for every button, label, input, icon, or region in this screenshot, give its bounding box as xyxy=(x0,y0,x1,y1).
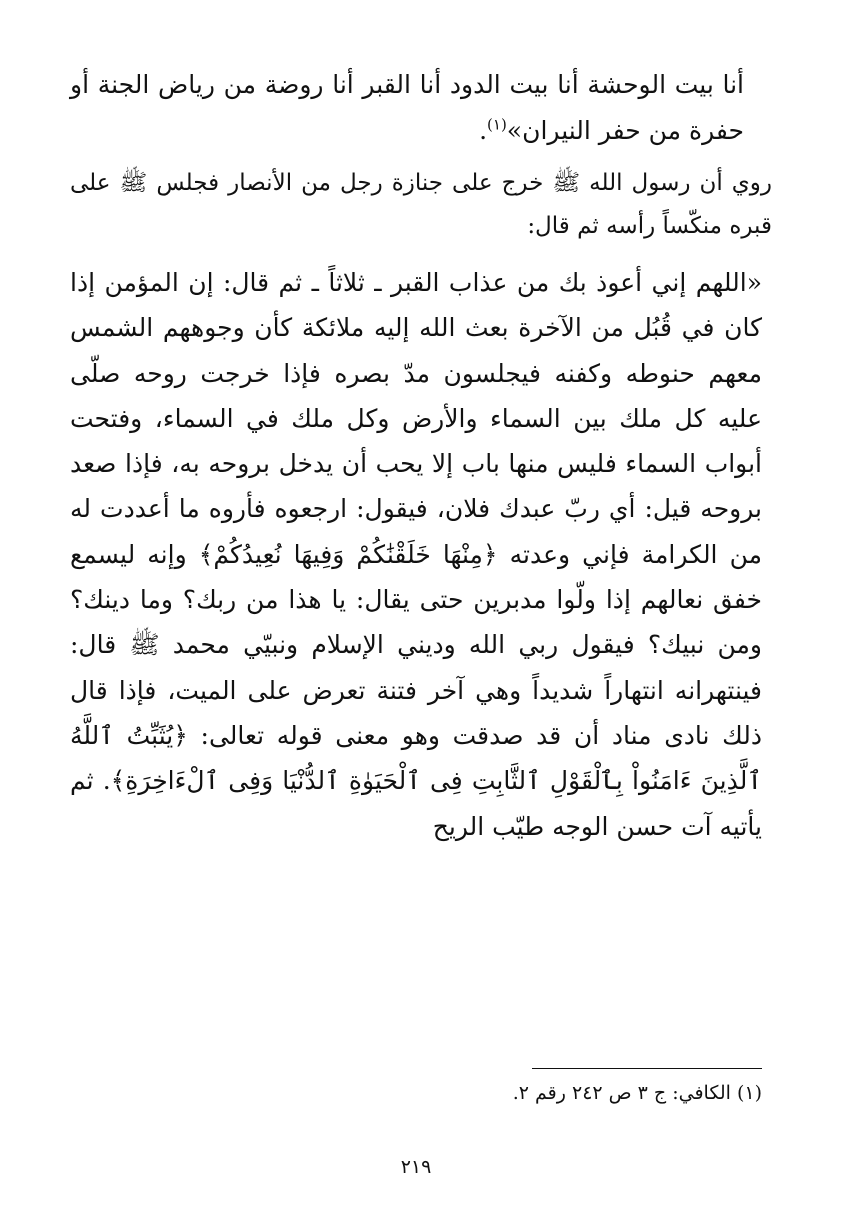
narration-intro: روي أن رسول الله ﷺ خرج على جنازة رجل من الأنصار فجلس ﷺ على قبره منكّساً رأسه ثم قال: xyxy=(70,170,772,239)
book-page xyxy=(70,62,772,1215)
footnote-reference: (١) xyxy=(487,115,507,134)
footnote-divider xyxy=(532,1068,762,1069)
quote-text: أنا بيت الوحشة أنا بيت الدود أنا القبر أنا روضة من رياض الجنة أو حفرة من حفر النيران» xyxy=(70,70,744,145)
hadith-text: «اللهم إني أعوذ بك من عذاب القبر ـ ثلاثاً ـ ثم قال: إن المؤمن إذا كان في قُبُل من الآخرة بعث الله إليه ملائكة كأن وجوههم الشمس معهم حنوطه وكفنه فيجلسون مدّ بصره فإذا خرجت روحه صلّى عليه كل ملك بين السماء والأرض وكل ملك في السماء، وفتحت أبواب السماء فليس منها باب إلا يحب أن يدخل بروحه به، فإذا صعد بروحه قيل: أي ربّ عبدك فلان، فيقول: ارجعوه فأروه ما أعددت له من الكرامة فإني وعدته ﴿مِنْهَا خَلَقْنَٰكُمْ وَفِيهَا نُعِيدُكُمْ﴾ وإنه ليسمع خفق نعالهم إذا ولّوا مدبرين حتى يقال: يا هذا من ربك؟ وما دينك؟ ومن نبيك؟ فيقول ربي الله وديني الإسلام ونبيّي محمد ﷺ قال: فينتهرانه انتهاراً شديداً وهي آخر فتنة تعرض على الميت، فإذا قال ذلك نادى مناد أن قد صدقت وهو معنى قوله تعالى: ﴿يُثَبِّتُ ٱللَّهُ ٱلَّذِينَ ءَامَنُواْ بِٱلْقَوْلِ ٱلثَّابِتِ فِى ٱلْحَيَوٰةِ ٱلدُّنْيَا وَفِى ٱلْءَاخِرَةِ﴾. ثم يأتيه آت حسن الوجه طيّب الريح xyxy=(70,268,762,841)
quote-end-mark: . xyxy=(479,116,488,145)
footnote: (١) الكافي: ج ٣ ص ٢٤٢ رقم ٢. xyxy=(512,1082,762,1104)
page-number: ٢١٩ xyxy=(400,1156,432,1178)
quote-continuation xyxy=(70,62,744,154)
